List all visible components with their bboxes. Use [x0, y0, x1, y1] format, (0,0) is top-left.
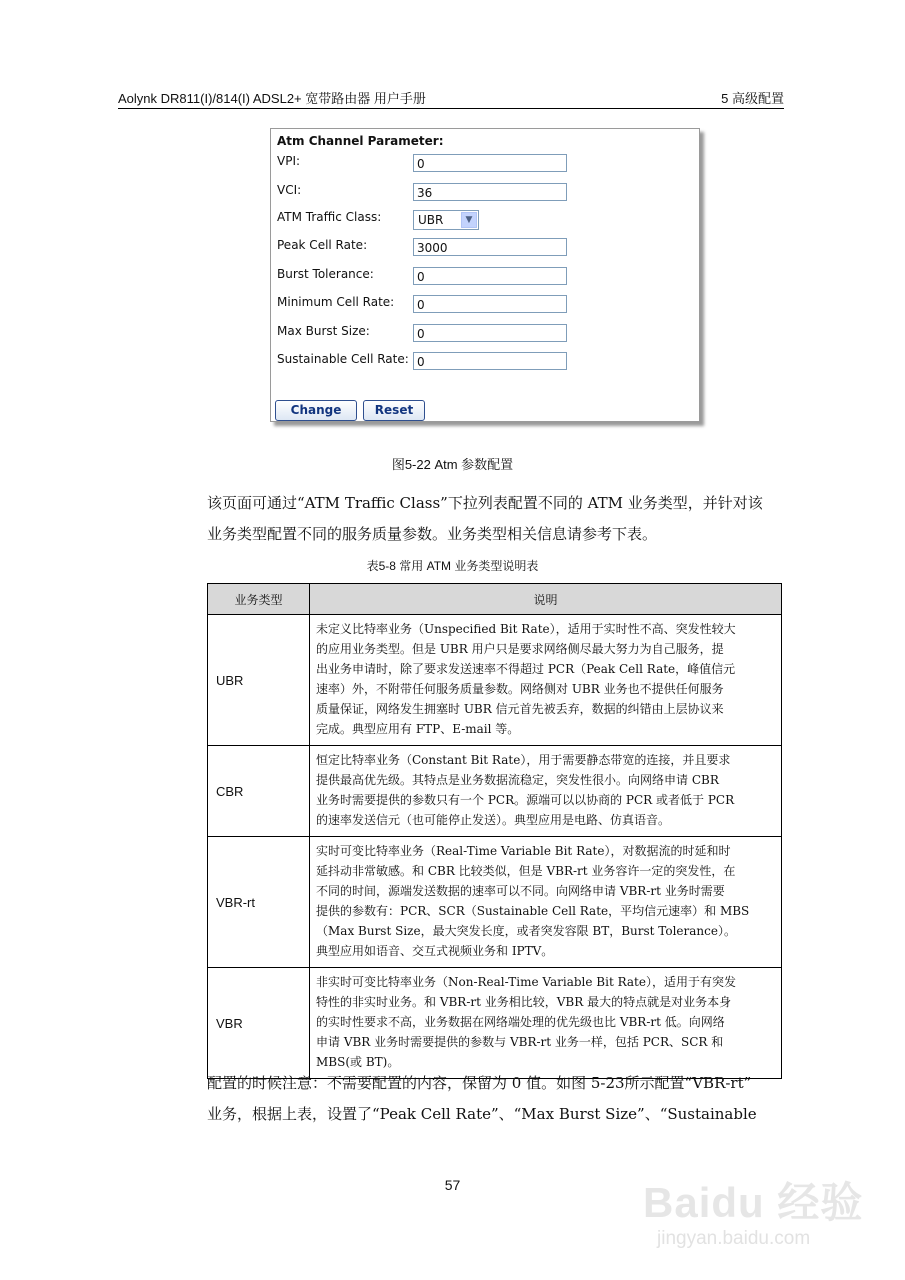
service-type: VBR-rt	[208, 837, 310, 968]
description-line: 特性的非实时业务。和 VBR-rt 业务相比较，VBR 最大的特点就是对业务本身	[316, 995, 732, 1009]
header-type: 业务类型	[208, 584, 310, 615]
baidu-watermark	[643, 1142, 873, 1262]
max-burst-size-label: Max Burst Size:	[277, 324, 370, 338]
description-line: （Max Burst Size，最大突发长度，或者突发容限 BT，Burst Tolerance）。	[316, 924, 736, 938]
peak-cell-rate-input[interactable]: 3000	[413, 238, 567, 256]
description-line: 非实时可变比特率业务（Non-Real-Time Variable Bit Rate），适用于有突发	[316, 975, 736, 989]
change-button[interactable]: Change	[275, 400, 357, 421]
description-line: 恒定比特率业务（Constant Bit Rate），用于需要静态带宽的连接，并且要求	[316, 753, 731, 767]
traffic-class-row	[277, 210, 687, 232]
watermark-url: jingyan.baidu.com	[657, 1228, 811, 1249]
intro-line-2: 业务类型配置不同的服务质量参数。业务类型相关信息请参考下表。	[207, 525, 658, 543]
table-row	[208, 746, 782, 837]
min-cell-rate-row	[277, 295, 687, 317]
table-row	[208, 968, 782, 1079]
intro-paragraph	[207, 488, 787, 550]
description-line: 提供的参数有：PCR、SCR（Sustainable Cell Rate，平均信元速率）和 MBS	[316, 904, 750, 918]
description-line: 典型应用如语音、交互式视频业务和 IPTV。	[316, 944, 554, 958]
max-burst-size-row	[277, 324, 687, 346]
description-line: 业务时需要提供的参数只有一个 PCR。源端可以以协商的 PCR 或者低于 PCR	[316, 793, 735, 807]
note-line-1: 配置的时候注意：不需要配置的内容，保留为 0 值。如图 5-23所示配置“VBR-rt”	[207, 1074, 752, 1092]
service-description	[310, 968, 782, 1079]
header-title: Aolynk DR811(I)/814(I) ADSL2+ 宽带路由器 用户手册	[118, 91, 426, 106]
description-line: 的速率发送信元（也可能停止发送）。典型应用是电路、仿真语音。	[316, 813, 671, 827]
table-header-row	[208, 584, 782, 615]
description-line: 速率）外，不附带任何服务质量参数。网络侧对 UBR 业务也不提供任何服务	[316, 682, 724, 696]
burst-tolerance-input[interactable]: 0	[413, 267, 567, 285]
atm-parameter-panel	[270, 128, 700, 422]
vci-row	[277, 183, 687, 205]
description-line: 不同的时间，源端发送数据的速率可以不同。向网络申请 VBR-rt 业务时需要	[316, 884, 725, 898]
burst-tolerance-label: Burst Tolerance:	[277, 267, 374, 281]
description-line: 的实时性要求不高，业务数据在网络端处理的优先级也比 VBR-rt 低。向网络	[316, 1015, 725, 1029]
description-line: 申请 VBR 业务时需要提供的参数与 VBR-rt 业务一样，包括 PCR、SCR 和	[316, 1035, 724, 1049]
table-row	[208, 837, 782, 968]
vpi-label: VPI:	[277, 154, 301, 168]
chevron-down-icon[interactable]: ▼	[461, 212, 477, 228]
vpi-row	[277, 154, 687, 176]
table-row	[208, 615, 782, 746]
description-line: 的应用业务类型。但是 UBR 用户只是要求网络侧尽最大努力为自己服务，提	[316, 642, 724, 656]
description-line: 出业务申请时，除了要求发送速率不得超过 PCR（Peak Cell Rate，峰值信元	[316, 662, 736, 676]
watermark-logo: Baidu 经验	[643, 1179, 864, 1226]
min-cell-rate-label: Minimum Cell Rate:	[277, 295, 395, 309]
description-line: 提供最高优先级。其特点是业务数据流稳定，突发性很小。向网络申请 CBR	[316, 773, 719, 787]
service-description	[310, 615, 782, 746]
description-line: 质量保证，网络发生拥塞时 UBR 信元首先被丢弃，数据的纠错由上层协议来	[316, 702, 724, 716]
sustainable-cell-rate-label: Sustainable Cell Rate:	[277, 352, 409, 366]
min-cell-rate-input[interactable]: 0	[413, 295, 567, 313]
description-line: 完成。典型应用有 FTP、E-mail 等。	[316, 722, 520, 736]
service-type: UBR	[208, 615, 310, 746]
peak-cell-rate-label: Peak Cell Rate:	[277, 238, 368, 252]
service-description	[310, 746, 782, 837]
description-line: 延抖动非常敏感。和 CBR 比较类似，但是 VBR-rt 业务容许一定的突发性，在	[316, 864, 736, 878]
note-paragraph	[207, 1068, 787, 1130]
sustainable-cell-rate-row	[277, 352, 687, 374]
service-type: CBR	[208, 746, 310, 837]
traffic-class-value: UBR	[418, 213, 444, 227]
description-line: 未定义比特率业务（Unspecified Bit Rate），适用于实时性不高、突发性较大	[316, 622, 736, 636]
vpi-input[interactable]: 0	[413, 154, 567, 172]
header-chapter: 5 高级配置	[721, 91, 784, 106]
header-description: 说明	[310, 584, 782, 615]
page-header	[118, 86, 784, 109]
service-description	[310, 837, 782, 968]
reset-button[interactable]: Reset	[363, 400, 425, 421]
sustainable-cell-rate-input[interactable]: 0	[413, 352, 567, 370]
table-caption: 表5-8 常用 ATM 业务类型说明表	[366, 559, 539, 573]
burst-tolerance-row	[277, 267, 687, 289]
max-burst-size-input[interactable]: 0	[413, 324, 567, 342]
note-line-2: 业务，根据上表，设置了“Peak Cell Rate”、“Max Burst Size”、“Sustainable	[207, 1105, 757, 1123]
atm-service-table	[207, 583, 782, 1079]
peak-cell-rate-row	[277, 238, 687, 260]
page-number: 57	[444, 1177, 461, 1193]
description-line: MBS(或 BT)。	[316, 1055, 400, 1069]
panel-title: Atm Channel Parameter:	[277, 134, 444, 148]
description-line: 实时可变比特率业务（Real-Time Variable Bit Rate），对数据流的时延和时	[316, 844, 731, 858]
traffic-class-label: ATM Traffic Class:	[277, 210, 382, 224]
figure-caption: 图5-22 Atm 参数配置	[391, 457, 514, 472]
service-type: VBR	[208, 968, 310, 1079]
vci-input[interactable]: 36	[413, 183, 567, 201]
intro-line-1: 该页面可通过“ATM Traffic Class”下拉列表配置不同的 ATM 业务类型，并针对该	[207, 494, 763, 512]
traffic-class-select[interactable]	[413, 210, 479, 230]
vci-label: VCI:	[277, 183, 302, 197]
